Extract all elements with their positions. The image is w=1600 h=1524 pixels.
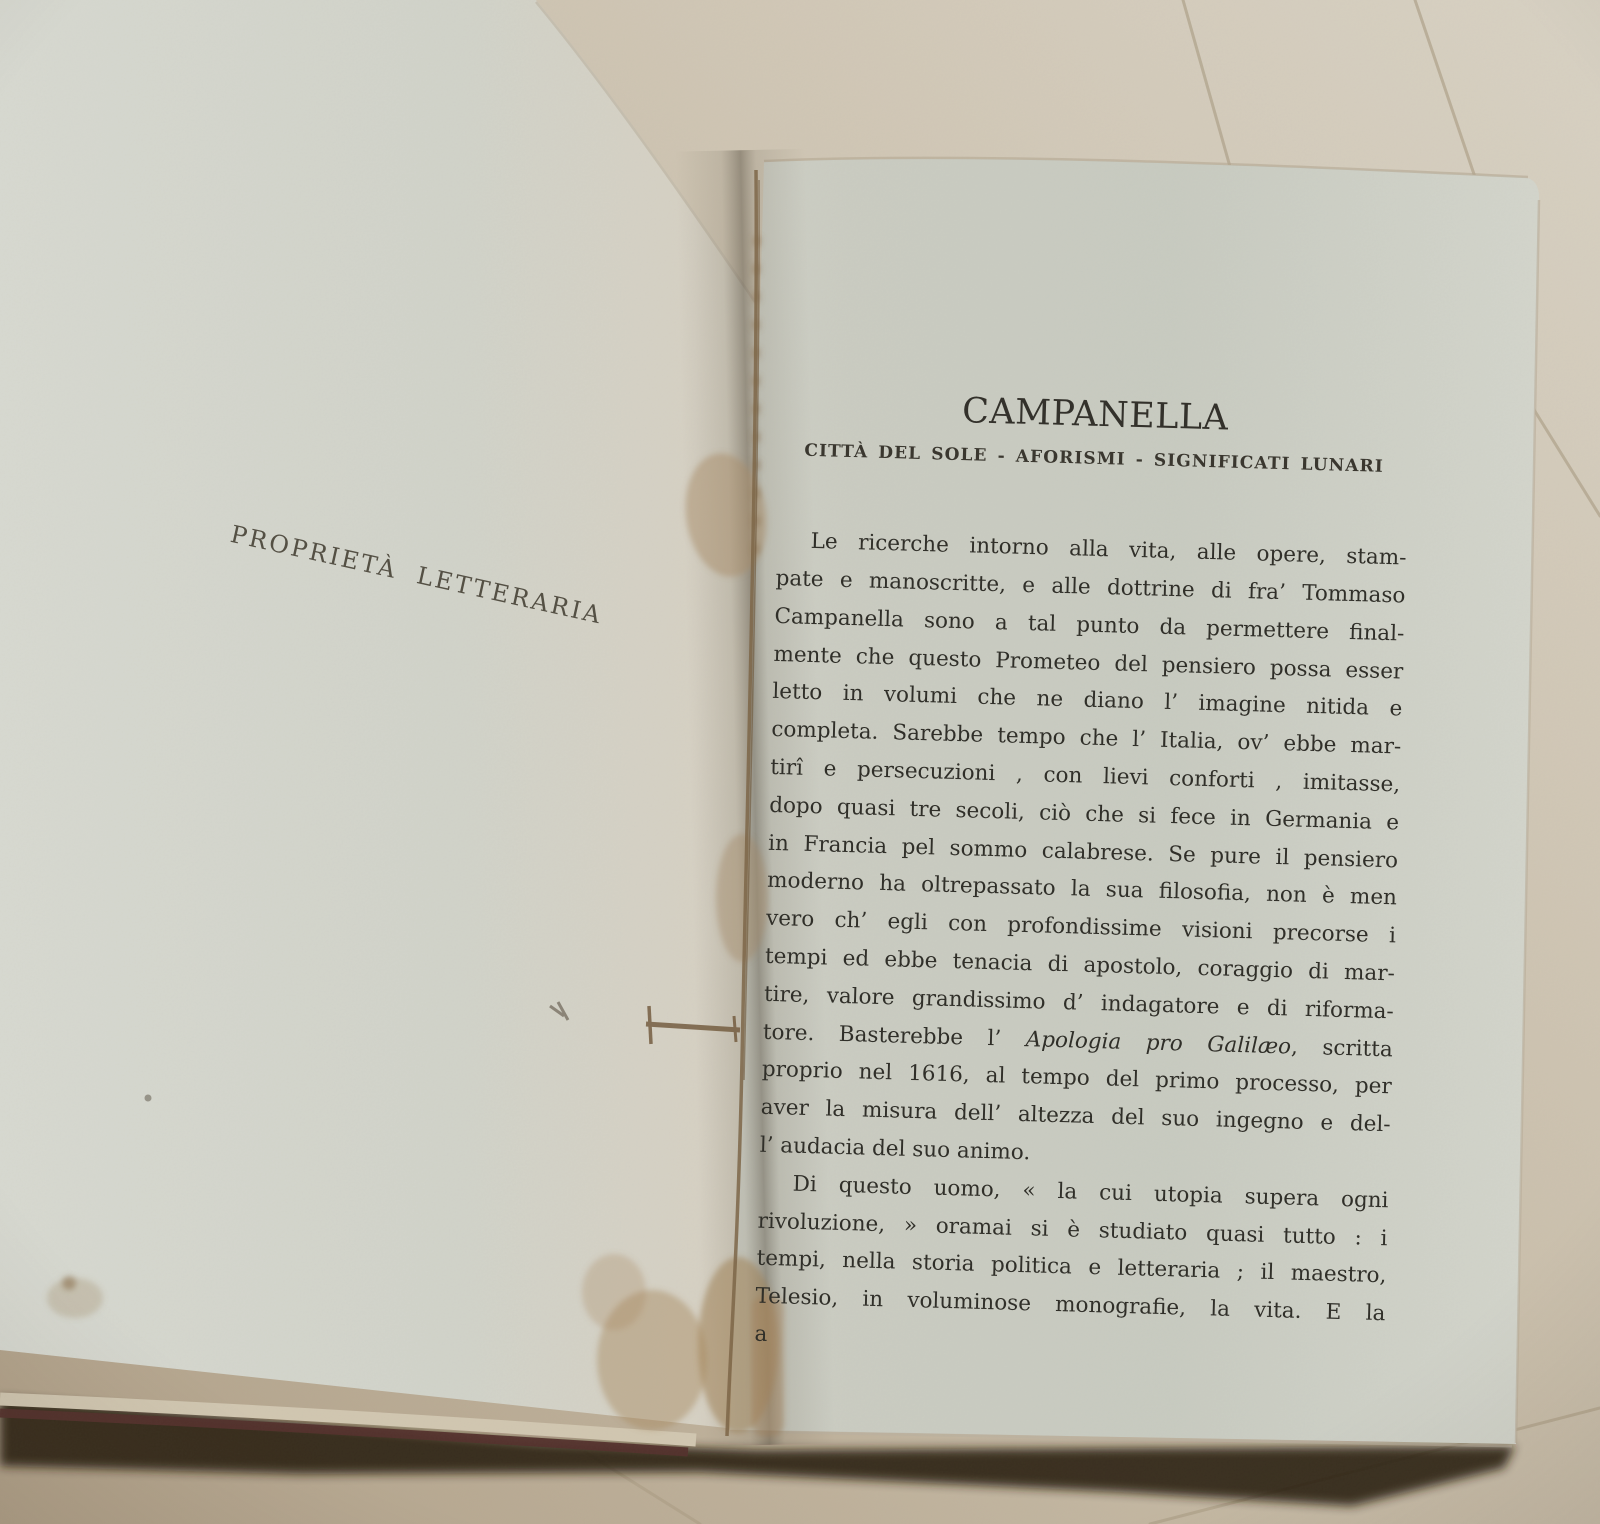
text-segment: Di questo uomo, « la cui utopia supera ogni: [792, 1171, 1389, 1214]
right-page-text: [754, 386, 1411, 1371]
text-segment: Campanella sono a tal punto da permettere final-: [774, 603, 1405, 647]
page-subtitle: CITTÀ DEL SOLE - AFORISMI - SIGNIFICATI LUNARI: [804, 440, 1385, 478]
page-title: CAMPANELLA: [961, 391, 1230, 439]
text-segment: , scritta: [1290, 1034, 1394, 1062]
text-segment: pate e manoscritte, e alle dottrine di fra’ Tommaso: [775, 565, 1406, 609]
text-segment: aver la misura dell’ altezza del suo ingegno e del-: [760, 1094, 1391, 1138]
text-segment: mente che questo Prometeo del pensiero possa esser: [773, 641, 1404, 685]
italic-text-segment: Apologia pro Galilæo: [1025, 1026, 1292, 1060]
left-page-label: PROPRIETÀ LETTERARIA: [227, 520, 606, 630]
text-segment: completa. Sarebbe tempo che l’ Italia, ov’ ebbe mar-: [771, 717, 1402, 760]
text-segment: letto in volumi che ne diano l’ imagine nitida e: [772, 679, 1403, 722]
page-body: [754, 522, 1407, 1371]
text-segment: tire, valore grandissimo d’ indagatore e di riforma-: [763, 981, 1395, 1025]
text-segment: tempi, nella storia politica e letteraria ; il maestro,: [756, 1246, 1387, 1289]
text-segment: in Francia pel sommo calabrese. Se pure il pensiero: [767, 830, 1399, 874]
text-segment: Telesio, in voluminose monografie, la vita. E la: [755, 1283, 1386, 1327]
text-segment: tempi ed ebbe tenacia di apostolo, coraggio di mar-: [764, 943, 1396, 987]
text-segment: proprio nel 1616, al tempo del primo processo, per: [761, 1057, 1393, 1100]
text-segment: l’ audacia del suo animo.: [759, 1132, 1031, 1166]
text-segment: dopo quasi tre secoli, ciò che si fece in Germania e: [768, 792, 1400, 836]
text-segment: a: [754, 1321, 768, 1347]
text-segment: vero ch’ egli con profondissime visioni precorse i: [765, 906, 1397, 949]
text-segment: moderno ha oltrepassato la sua filosofia, non è men: [766, 868, 1398, 911]
text-segment: tirî e persecuzioni , con lievi conforti , imitasse,: [769, 754, 1401, 798]
text-segment: Le ricerche intorno alla vita, alle opere, stam-: [810, 529, 1407, 571]
text-segment: tore. Basterebbe l’: [762, 1019, 1027, 1052]
text-segment: rivoluzione, » oramai si è studiato quasi tutto : i: [757, 1208, 1388, 1251]
